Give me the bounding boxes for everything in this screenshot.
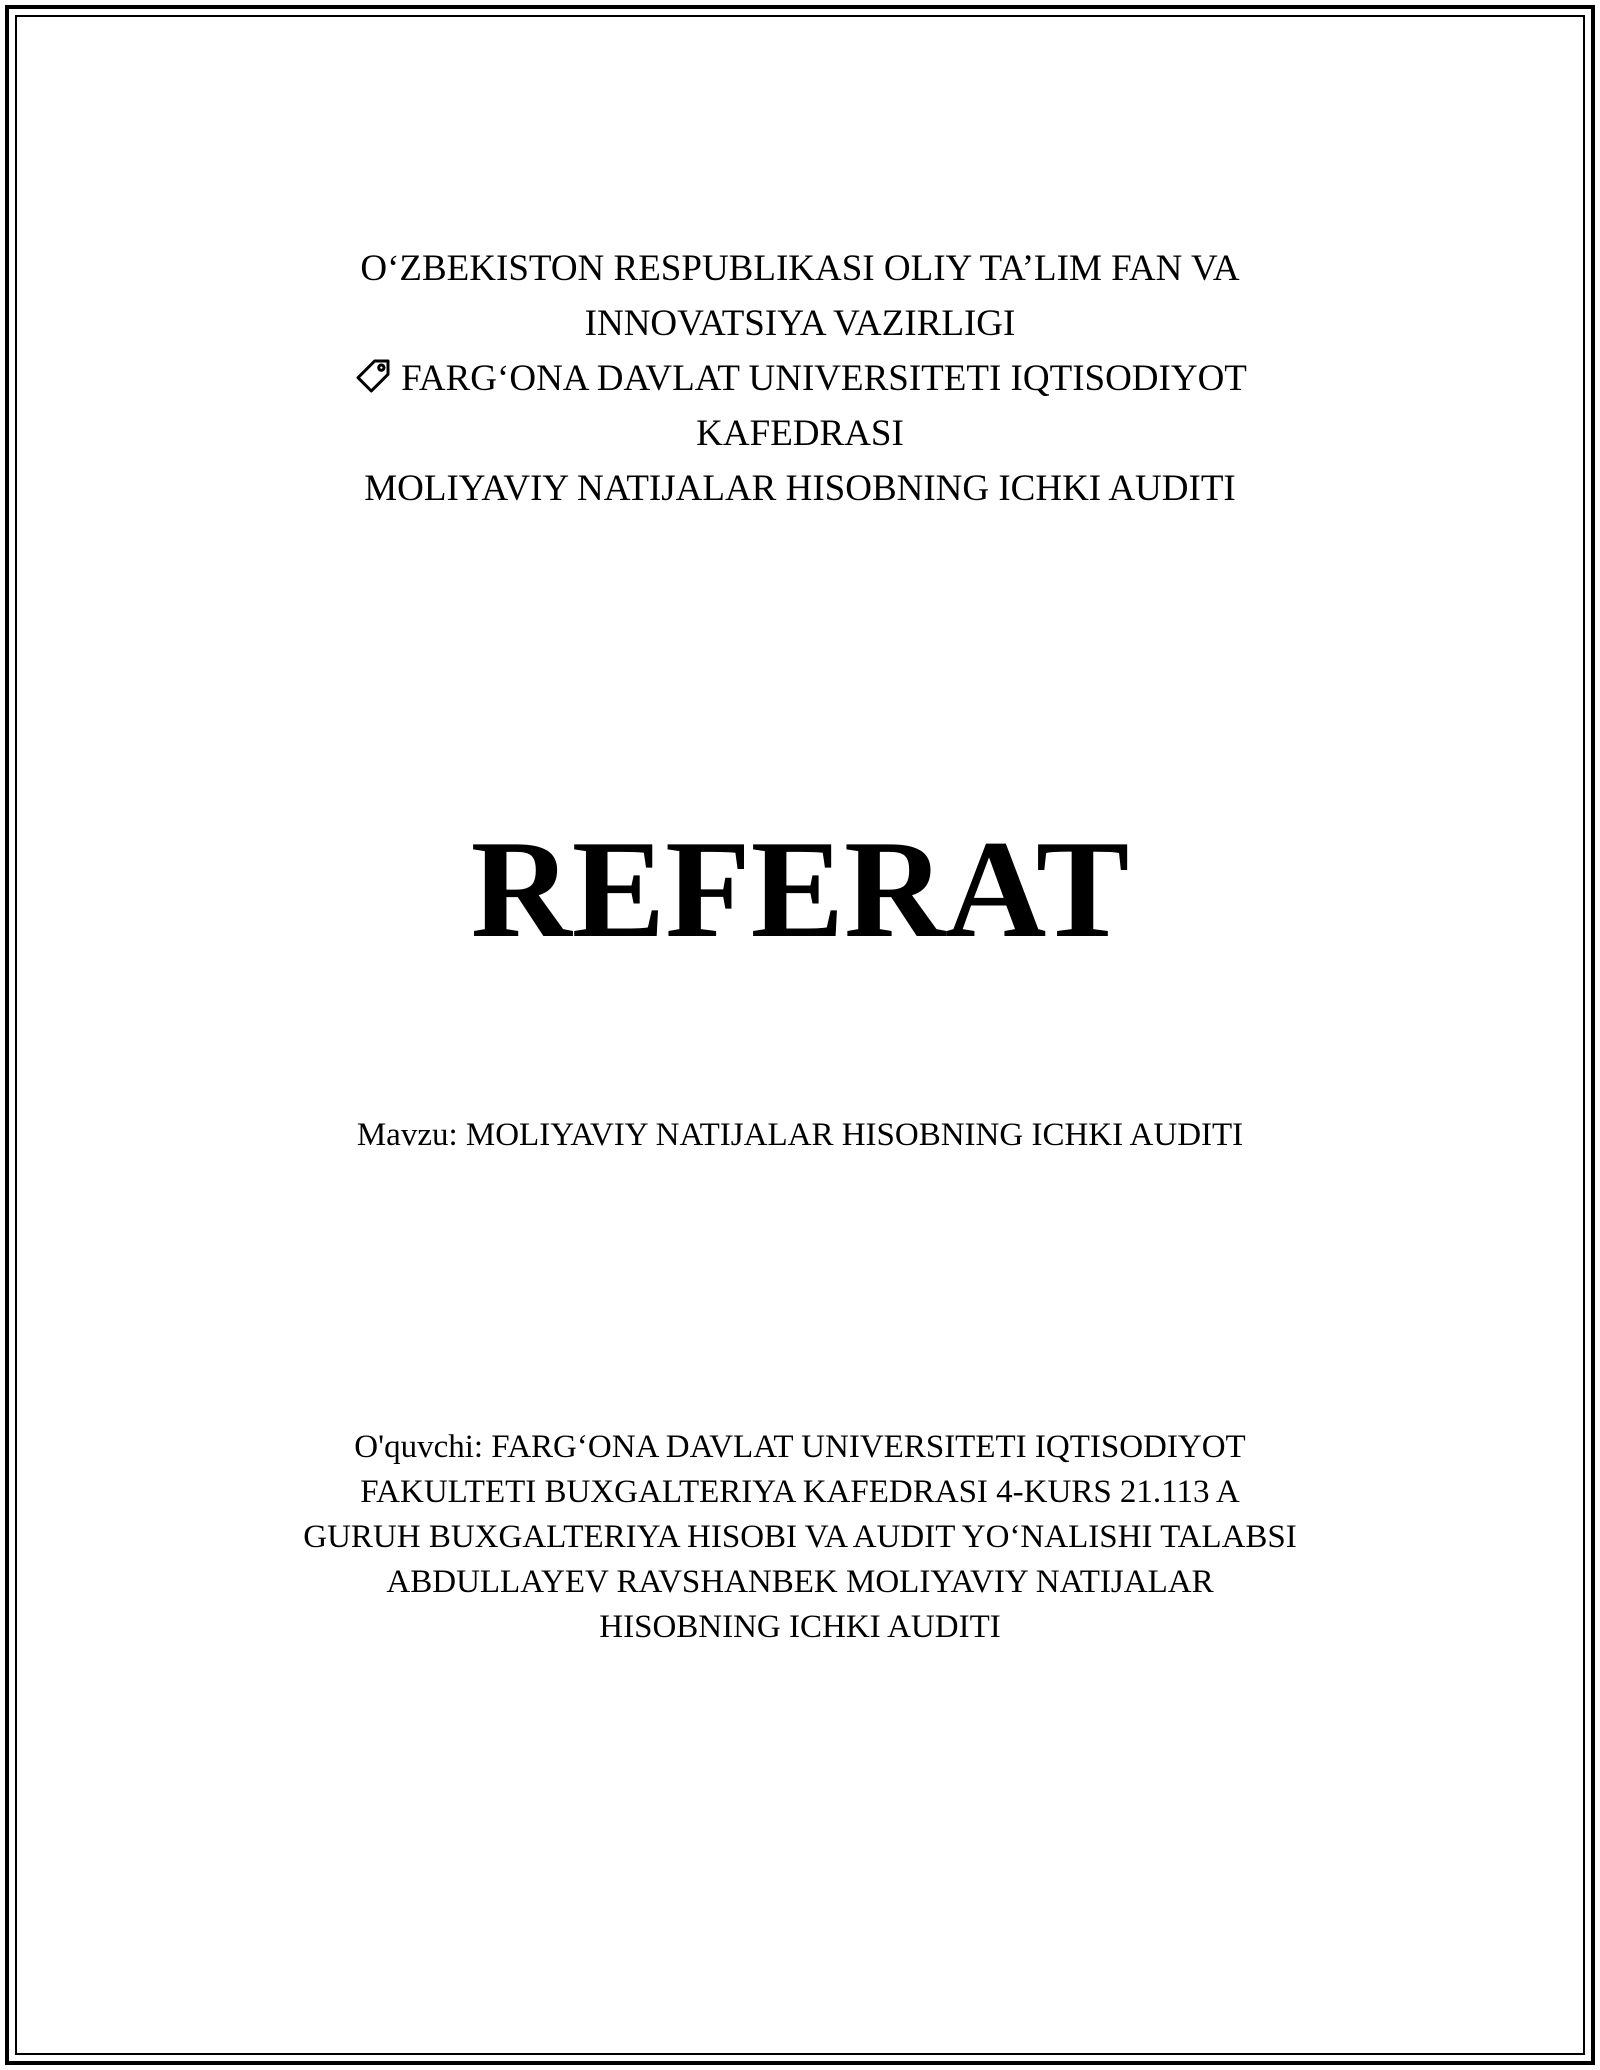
- student-line-1: O'quvchi: FARG‘ONA DAVLAT UNIVERSITETI IQTISODIYOT: [354, 1429, 1246, 1465]
- topic-line: Mavzu: MOLIYAVIY NATIJALAR HISOBNING ICHKI AUDITI: [356, 1117, 1244, 1153]
- student-line-5: HISOBNING ICHKI AUDITI: [599, 1609, 1001, 1645]
- tag-icon: [353, 356, 393, 396]
- student-info: [200, 1425, 1400, 1650]
- ministry-line-1: O‘ZBEKISTON RESPUBLIKASI OLIY TA’LIM FAN VA: [360, 248, 1240, 289]
- department-line: KAFEDRASI: [696, 413, 904, 454]
- document-title: REFERAT: [470, 812, 1130, 967]
- university-name: FARG‘ONA DAVLAT UNIVERSITETI IQTISODIYOT: [401, 358, 1247, 399]
- student-line-3: GURUH BUXGALTERIYA HISOBI VA AUDIT YO‘NALISHI TALABSI: [303, 1519, 1297, 1555]
- student-line-2: FAKULTETI BUXGALTERIYA KAFEDRASI 4-KURS 21.113 A: [360, 1474, 1240, 1510]
- institution-header: [200, 241, 1400, 516]
- subject-line: MOLIYAVIY NATIJALAR HISOBNING ICHKI AUDITI: [364, 468, 1236, 509]
- student-line-4: ABDULLAYEV RAVSHANBEK MOLIYAVIY NATIJALAR: [386, 1564, 1214, 1600]
- university-line: [200, 351, 1400, 406]
- ministry-line-2: INNOVATSIYA VAZIRLIGI: [584, 303, 1016, 344]
